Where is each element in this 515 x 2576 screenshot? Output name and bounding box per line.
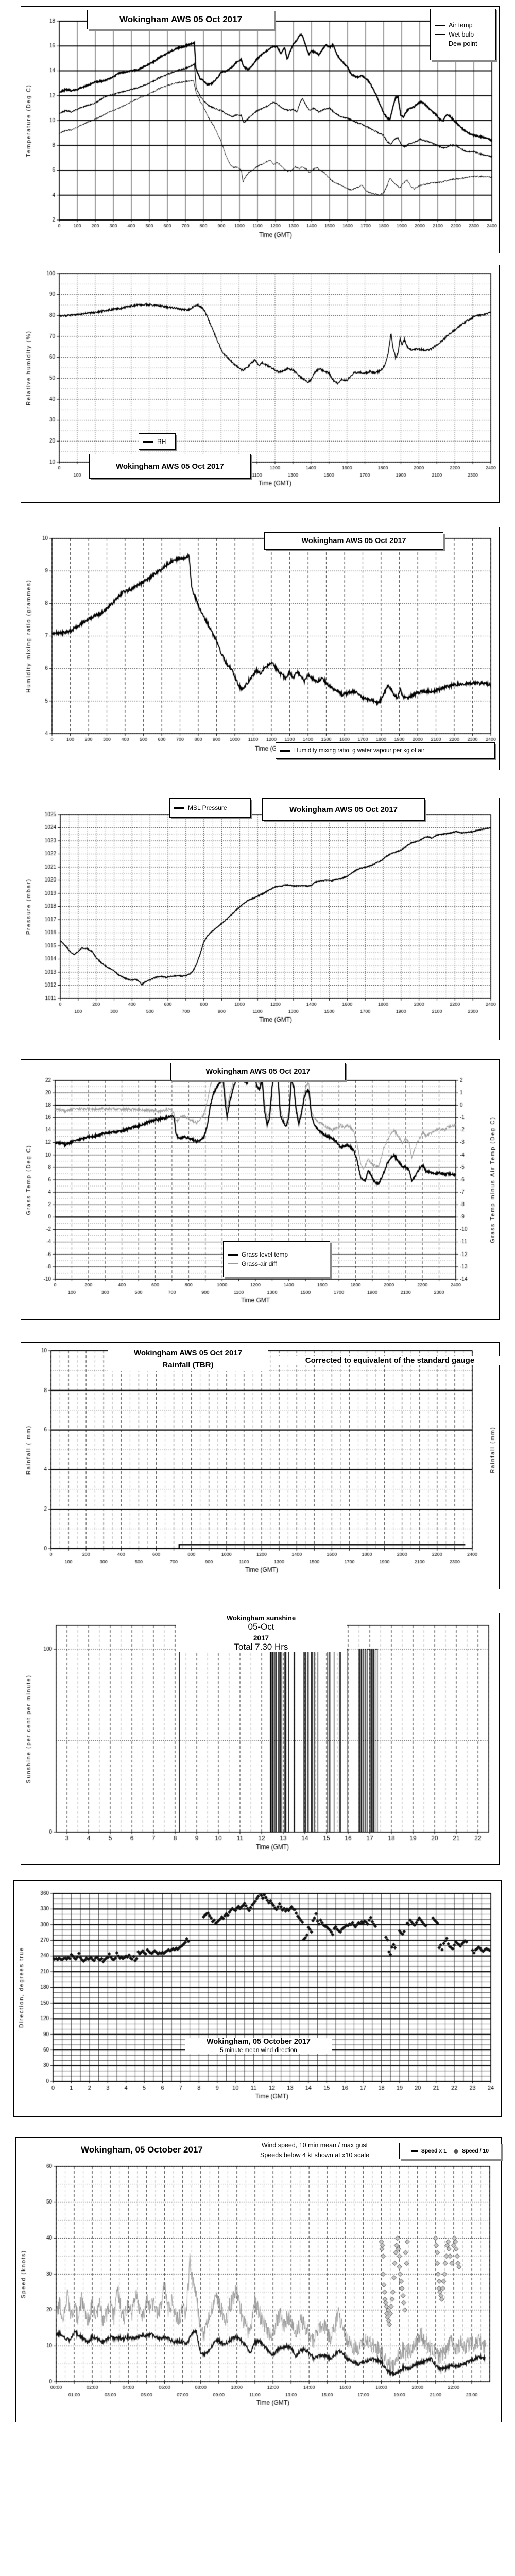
legend-pressure (169, 798, 251, 818)
legend-label: Grass-air diff (242, 1260, 277, 1267)
chart-subtitle: Rainfall (TBR) (162, 1360, 214, 1369)
wind-direction-plot-canvas (14, 1881, 501, 2116)
chart-subtitle: 5 minute mean wind direction (220, 2047, 297, 2054)
msl-pressure-line-icon (174, 807, 184, 809)
chart-title: Wokingham AWS 05 Oct 2017 (289, 805, 398, 814)
legend-item (454, 2148, 489, 2154)
chart-title: Wokingham AWS 05 Oct 2017 (115, 462, 225, 471)
legend-label: Speed / 10 (462, 2148, 489, 2154)
wet-bulb-line-icon (435, 34, 445, 35)
chart-title-block (108, 1348, 268, 1371)
legend-grass-temp (223, 1241, 330, 1277)
temperature-plot-canvas (21, 7, 499, 253)
legend-label: Air temp (449, 22, 473, 29)
mixing-ratio-plot-canvas (21, 527, 499, 770)
legend-label: RH (157, 438, 166, 445)
chart-sunshine (21, 1613, 500, 1865)
legend-label: Grass level temp (242, 1251, 288, 1258)
chart-wind-direction (13, 1880, 502, 2117)
chart-title: Wokingham AWS 05 Oct 2017 (301, 537, 406, 545)
chart-title: Wokingham, 05 October 2017 (207, 2038, 311, 2046)
sunshine-total: Total 7.30 Hrs (234, 1642, 288, 1652)
legend-item (143, 438, 171, 445)
chart-title: Wokingham AWS 05 Oct 2017 (119, 14, 243, 24)
legend-rh (139, 433, 176, 450)
legend-item (435, 40, 491, 47)
speed-line-icon (411, 2150, 418, 2152)
air-temp-line-icon (435, 25, 445, 26)
grass-air-diff-line-icon (228, 1263, 238, 1264)
chart-subtitle: Wind speed, 10 min mean / max gust (261, 2142, 368, 2149)
chart-note: Corrected to equivalent of the standard gauge (273, 1356, 506, 1365)
chart-year: 2017 (253, 1634, 269, 1642)
chart-mixing-ratio (21, 527, 500, 770)
chart-title-block (185, 2038, 332, 2054)
legend-mixing-ratio (276, 742, 495, 759)
mixing-ratio-line-icon (280, 750, 290, 752)
chart-rainfall (21, 1342, 500, 1589)
chart-title: Wokingham AWS 05 Oct 2017 (205, 1067, 311, 1076)
legend-item (435, 22, 491, 29)
grass-level-temp-line-icon (228, 1254, 238, 1256)
chart-relative-humidity (21, 265, 500, 503)
grass-temp-plot-canvas (21, 1060, 499, 1319)
legend-label: MSL Pressure (188, 804, 227, 811)
legend-label: Speed x 1 (421, 2148, 447, 2154)
legend-item (228, 1251, 325, 1258)
chart-grass-temp (21, 1059, 500, 1320)
chart-pressure (21, 798, 500, 1040)
legend-label: Dew point (449, 40, 477, 47)
legend-label: Wet bulb (449, 31, 474, 38)
chart-title: Wokingham, 05 October 2017 (81, 2145, 203, 2155)
chart-date: 05-Oct (248, 1622, 274, 1632)
chart-subtitle-block (232, 2141, 397, 2161)
rainfall-plot-canvas (21, 1343, 499, 1589)
legend-item (411, 2148, 447, 2154)
chart-subtitle: Speeds below 4 kt shown at x10 scale (260, 2151, 369, 2159)
chart-title: Wokingham sunshine (226, 1614, 296, 1622)
chart-title-box (264, 532, 443, 550)
chart-title-block (176, 1614, 347, 1652)
chart-title-box (262, 798, 425, 821)
speed-diamond-icon: ◆ (453, 2147, 459, 2155)
rh-line-icon (143, 441, 153, 443)
chart-title-box (89, 454, 251, 479)
chart-temperature (21, 6, 500, 253)
legend-temperature (430, 9, 496, 60)
legend-item (228, 1260, 325, 1267)
chart-wind-speed (15, 2137, 502, 2422)
legend-wind-speed (399, 2143, 501, 2159)
legend-item (435, 31, 491, 38)
legend-item (280, 748, 490, 754)
legend-item (174, 804, 246, 811)
chart-title: Wokingham AWS 05 Oct 2017 (133, 1349, 243, 1358)
legend-label: Humidity mixing ratio, g water vapour per kg of air (294, 748, 425, 754)
pressure-plot-canvas (21, 798, 499, 1040)
chart-title-box (170, 1063, 346, 1080)
wind-speed-plot-canvas (16, 2138, 501, 2422)
chart-title-box (87, 10, 274, 29)
